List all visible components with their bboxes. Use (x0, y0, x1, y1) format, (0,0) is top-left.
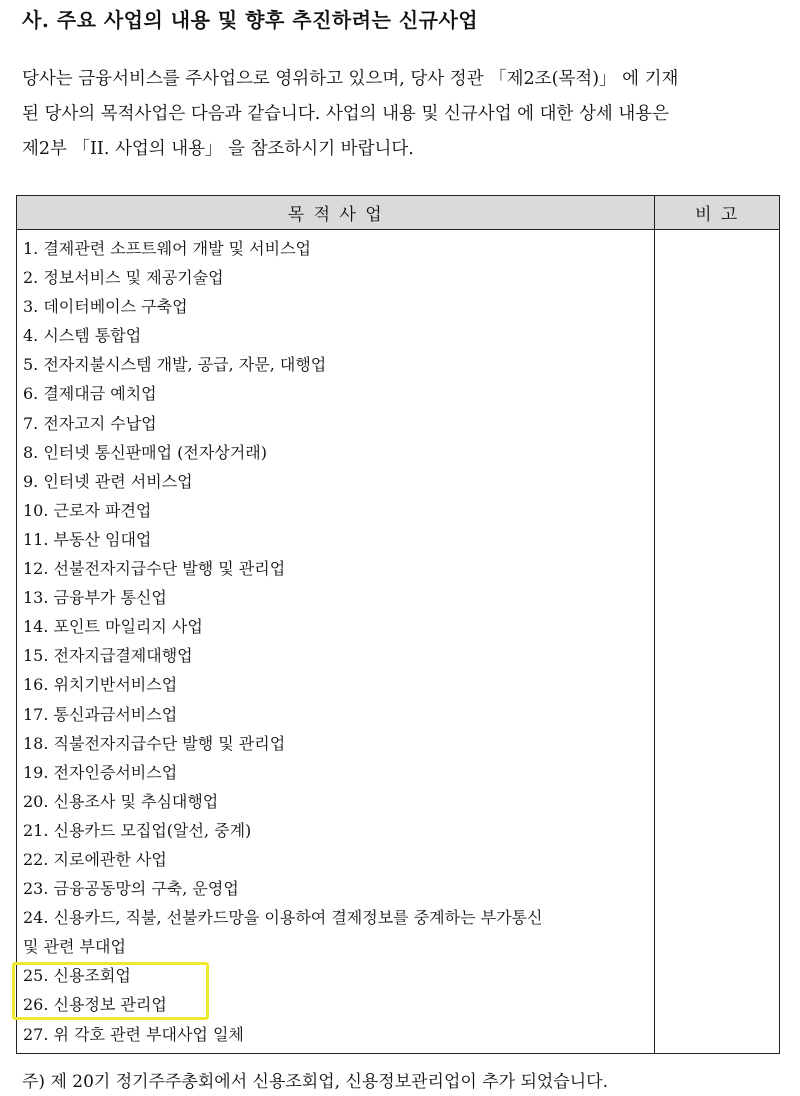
list-item: 7. 전자고지 수납업 (23, 413, 157, 433)
intro-line: 당사는 금융서비스를 주사업으로 영위하고 있으며, 당사 정관 「제2조(목적)」 에 기재 (22, 69, 679, 89)
list-item: 17. 통신과금서비스업 (23, 704, 178, 724)
list-item: 2. 정보서비스 및 제공기술업 (23, 268, 224, 288)
list-item: 15. 전자지급결제대행업 (23, 646, 193, 666)
list-item: 23. 금융공동망의 구축, 운영업 (23, 879, 239, 899)
business-purpose-table (16, 195, 780, 1054)
list-item: 12. 선불전자지급수단 발행 및 관리업 (23, 559, 286, 579)
list-item: 21. 신용카드 모집업(알선, 중계) (23, 820, 252, 840)
list-item: 5. 전자지불시스템 개발, 공급, 자문, 대행업 (23, 355, 327, 375)
note-cell (655, 230, 780, 1054)
list-item: 6. 결제대금 예치업 (23, 384, 157, 404)
header-purpose: 목 적 사 업 (17, 196, 655, 230)
list-item: 8. 인터넷 통신판매업 (전자상거래) (23, 442, 267, 462)
list-item: 16. 위치기반서비스업 (23, 675, 178, 695)
intro-paragraph (22, 62, 784, 167)
list-item: 27. 위 각호 관련 부대사업 일체 (23, 1024, 244, 1044)
list-item: 19. 전자인증서비스업 (23, 762, 178, 782)
intro-line: 제2부 「II. 사업의 내용」 을 참조하시기 바랍니다. (22, 139, 414, 159)
header-note: 비 고 (655, 196, 780, 230)
footnote: 주) 제 20기 정기주주총회에서 신용조회업, 신용정보관리업이 추가 되었습니다. (22, 1072, 608, 1092)
list-item: 11. 부동산 임대업 (23, 529, 152, 549)
list-item-highlighted: 25. 신용조회업 (23, 966, 131, 986)
list-item-continuation: 및 관련 부대업 (23, 937, 126, 957)
intro-line: 된 당사의 목적사업은 다음과 같습니다. 사업의 내용 및 신규사업 에 대한 상세 내용은 (22, 104, 670, 124)
section-title: 사. 주요 사업의 내용 및 향후 추진하려는 신규사업 (22, 8, 479, 32)
list-item: 10. 근로자 파견업 (23, 500, 152, 520)
list-item: 22. 지로에관한 사업 (23, 849, 167, 869)
list-item: 9. 인터넷 관련 서비스업 (23, 471, 193, 491)
list-item: 13. 금융부가 통신업 (23, 588, 167, 608)
list-item: 18. 직불전자지급수단 발행 및 관리업 (23, 733, 286, 753)
list-item: 24. 신용카드, 직불, 선불카드망을 이용하여 결제정보를 중계하는 부가통신 (23, 908, 543, 928)
list-item: 4. 시스템 통합업 (23, 326, 142, 346)
list-item-highlighted: 26. 신용정보 관리업 (23, 995, 167, 1015)
list-item: 14. 포인트 마일리지 사업 (23, 617, 203, 637)
purpose-list-cell (17, 230, 655, 1054)
list-item: 1. 결제관련 소프트웨어 개발 및 서비스업 (23, 239, 311, 258)
list-item: 20. 신용조사 및 추심대행업 (23, 791, 219, 811)
list-item: 3. 데이터베이스 구축업 (23, 297, 188, 317)
